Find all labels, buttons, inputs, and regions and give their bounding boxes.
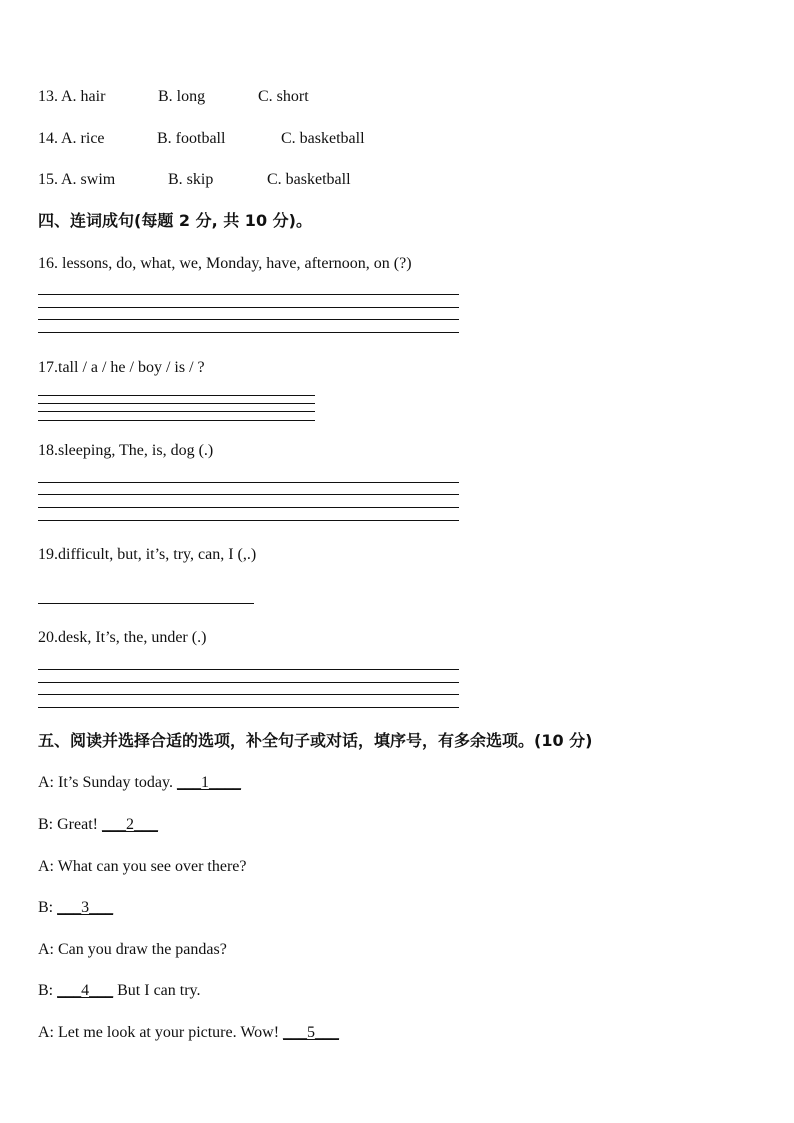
answer-line [38, 411, 315, 412]
option-c: C. short [258, 88, 309, 105]
section-4-heading: 四、连词成句(每题 2 分, 共 10 分)。 [38, 211, 312, 230]
question-number: 13. [38, 88, 58, 105]
dialogue-text: B: [38, 982, 58, 999]
answer-blank-3[interactable]: ___3___ [57, 899, 114, 916]
option-b: B. skip [168, 171, 214, 188]
dialogue-line [38, 940, 227, 960]
answer-line [38, 682, 459, 683]
question-16: 16. lessons, do, what, we, Monday, have, afternoon, on (?) [38, 255, 412, 272]
answer-line [38, 494, 459, 495]
answer-line [38, 669, 459, 670]
option-c: C. basketball [281, 130, 365, 147]
dialogue-text: A: It’s Sunday today. [38, 774, 177, 791]
dialogue-line [38, 773, 241, 793]
question-number: 14. [38, 130, 58, 147]
answer-line [38, 307, 459, 308]
dialogue-text: A: Let me look at your picture. Wow! [38, 1024, 284, 1041]
question-18: 18.sleeping, The, is, dog (.) [38, 442, 214, 459]
question-19: 19.difficult, but, it’s, try, can, I (,.) [38, 546, 257, 563]
answer-line [38, 707, 459, 708]
dialogue-text: A: What can you see over there? [38, 858, 247, 875]
dialogue-text: B: Great! [38, 816, 102, 833]
dialogue-text: A: Can you draw the pandas? [38, 941, 227, 958]
answer-line [38, 403, 315, 404]
option-b: B. long [158, 88, 206, 105]
option-a: A. rice [61, 130, 105, 147]
question-number: 15. [38, 171, 58, 188]
answer-line [38, 319, 459, 320]
option-a: A. swim [61, 171, 116, 188]
question-20: 20.desk, It’s, the, under (.) [38, 629, 207, 646]
question-17: 17.tall / a / he / boy / is / ? [38, 359, 205, 376]
dialogue-text: B: [38, 899, 58, 916]
answer-line [38, 482, 459, 483]
option-b: B. football [157, 130, 226, 147]
dialogue-line [38, 815, 158, 835]
answer-blank-2[interactable]: ___2___ [101, 816, 158, 833]
section-5-heading: 五、阅读并选择合适的选项，补全句子或对话，填序号，有多余选项。(10 分) [38, 731, 593, 750]
dialogue-text: But I can try. [113, 982, 201, 999]
answer-line [38, 603, 254, 604]
option-c: C. basketball [267, 171, 351, 188]
answer-line [38, 507, 459, 508]
answer-line [38, 694, 459, 695]
answer-line [38, 395, 315, 396]
answer-blank-4[interactable]: ___4___ [57, 982, 114, 999]
answer-blank-5[interactable]: ___5___ [283, 1024, 340, 1041]
dialogue-line [38, 981, 201, 1001]
answer-line [38, 294, 459, 295]
answer-line [38, 420, 315, 421]
dialogue-line [38, 898, 113, 918]
answer-line [38, 520, 459, 521]
answer-blank-1[interactable]: ___1____ [176, 774, 241, 791]
answer-line [38, 332, 459, 333]
dialogue-line [38, 1023, 339, 1043]
option-a: A. hair [61, 88, 106, 105]
dialogue-line [38, 857, 247, 877]
